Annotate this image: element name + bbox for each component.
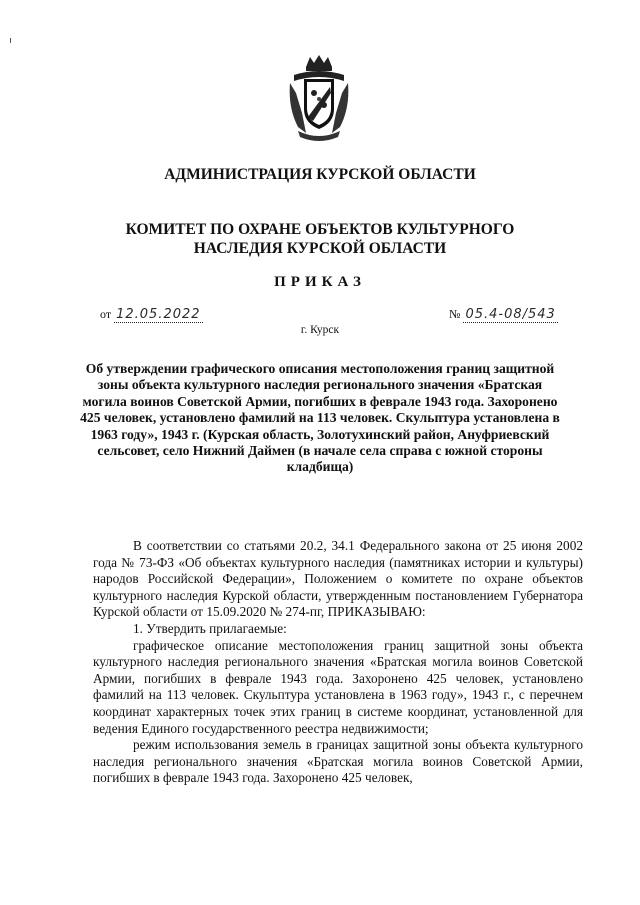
body-paragraph: режим использования земель в границах защитной зоны объекта культурного наследия регионального значения «Братская могила воинов Советской Армии, погибших в феврале 1943 года. Захоронено 425 человек, (93, 737, 583, 786)
number-field (449, 307, 558, 322)
document-type: ПРИКАЗ (274, 274, 366, 290)
document-subject: Об утверждении графического описания местоположения границ защитной зоны объекта культурного наследия регионального значения «Братская могила воинов Советской Армии, погибших в феврале 1943 года. Захоронено 425 человек, установлено фамилий на 113 человек. Скульптура установлена в 1963 году», 1943 г. (Курская область, Золотухинский район, Ануфриевский сельсовет, село Нижний Даймен (в начале села справа с южной стороны кладбища) (80, 361, 560, 475)
scan-mark (10, 38, 11, 43)
committee-title: КОМИТЕТ ПО ОХРАНЕ ОБЪЕКТОВ КУЛЬТУРНОГО НАСЛЕДИЯ КУРСКОЙ ОБЛАСТИ (125, 221, 515, 257)
organization-title: АДМИНИСТРАЦИЯ КУРСКОЙ ОБЛАСТИ (164, 166, 476, 183)
number-value: 05.4-08/543 (465, 307, 556, 322)
body-paragraph: 1. Утвердить прилагаемые: (133, 620, 287, 636)
body-paragraph: В соответствии со статьями 20.2, 34.1 Федерального закона от 25 июня 2002 года № 73-ФЗ «Об объектах культурного наследия (памятниках истории и культуры) народов Российской Федерации», Положением о комитете по охране объектов культурного наследия Курской области, утвержденным постановлением Губернатора Курской области от 15.09.2020 № 274-пг, ПРИКАЗЫВАЮ: (93, 538, 583, 620)
date-field (100, 307, 203, 322)
coat-of-arms-icon (286, 53, 352, 141)
number-prefix: № (449, 307, 461, 321)
body-paragraph: графическое описание местоположения границ защитной зоны объекта культурного наследия регионального значения «Братская могила воинов Советской Армии, погибших в феврале 1943 года. Захоронено 425 человек, установлено фамилий на 113 человек. Скульптура установлена в 1963 году», 1943 г., с перечнем координат характерных точек этих границ в системе координат, установленной для ведения Единого государственного реестра недвижимости; (93, 637, 583, 736)
document-body (93, 538, 583, 787)
city: г. Курск (300, 324, 340, 336)
date-prefix: от (100, 307, 112, 321)
date-value: 12.05.2022 (116, 307, 201, 322)
